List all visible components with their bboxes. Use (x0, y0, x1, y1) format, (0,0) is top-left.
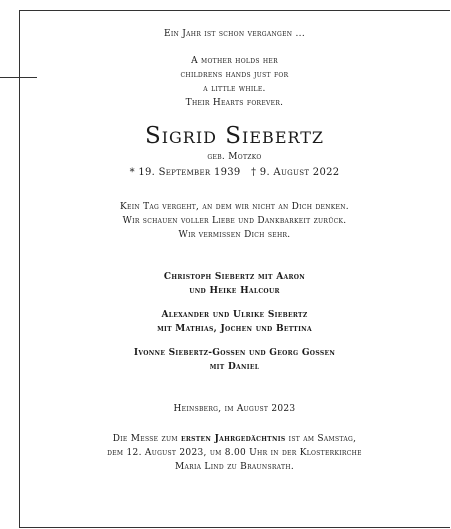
family-group-2-line-1: Alexander und Ulrike Siebertz (161, 310, 308, 320)
birth-name: geb. Motzko (207, 152, 262, 162)
mass-prefix: Die Messe zum (112, 434, 181, 444)
family-group-1-line-2: und Heike Halcour (189, 286, 280, 296)
message-line-2: Wir schauen voller Liebe und Dankbarkeit zurück. (122, 216, 347, 226)
obituary-text (19, 10, 450, 474)
message-line-1: Kein Tag vergeht, an dem wir nicht an Dich denken. (120, 202, 349, 212)
poem-line-1: A mother holds her (191, 56, 278, 66)
mass-suffix: ist am Samstag, (285, 434, 357, 444)
poem-line-4: Their Hearts forever. (185, 98, 284, 108)
place-and-date: Heinsberg, im August 2023 (173, 404, 296, 414)
mass-line-3: Maria Lind zu Braunsrath. (175, 462, 294, 472)
family-group-1-line-1: Christoph Siebertz mit Aaron (163, 272, 306, 282)
mass-bold-text: ersten Jahrgedächtnis (180, 434, 286, 444)
mass-line-1 (19, 432, 450, 446)
intro-line: Ein Jahr ist schon vergangen ... (164, 29, 305, 39)
mass-line-2: dem 12. August 2023, um 8.00 Uhr in der Klosterkirche (107, 448, 362, 458)
poem-line-3: a little while. (203, 84, 266, 94)
poem-line-2: childrens hands just for (180, 70, 289, 80)
family-group-3-line-2: mit Daniel (209, 362, 260, 372)
life-dates: * 19. September 1939 † 9. August 2022 (129, 167, 340, 178)
message-line-3: Wir vermissen Dich sehr. (178, 230, 291, 240)
family-group-2-line-2: mit Mathias, Jochen und Bettina (157, 324, 312, 334)
family-group-3-line-1: Ivonne Siebertz-Gossen und Georg Gossen (133, 348, 336, 358)
deceased-name: Sigrid Siebertz (144, 123, 325, 149)
